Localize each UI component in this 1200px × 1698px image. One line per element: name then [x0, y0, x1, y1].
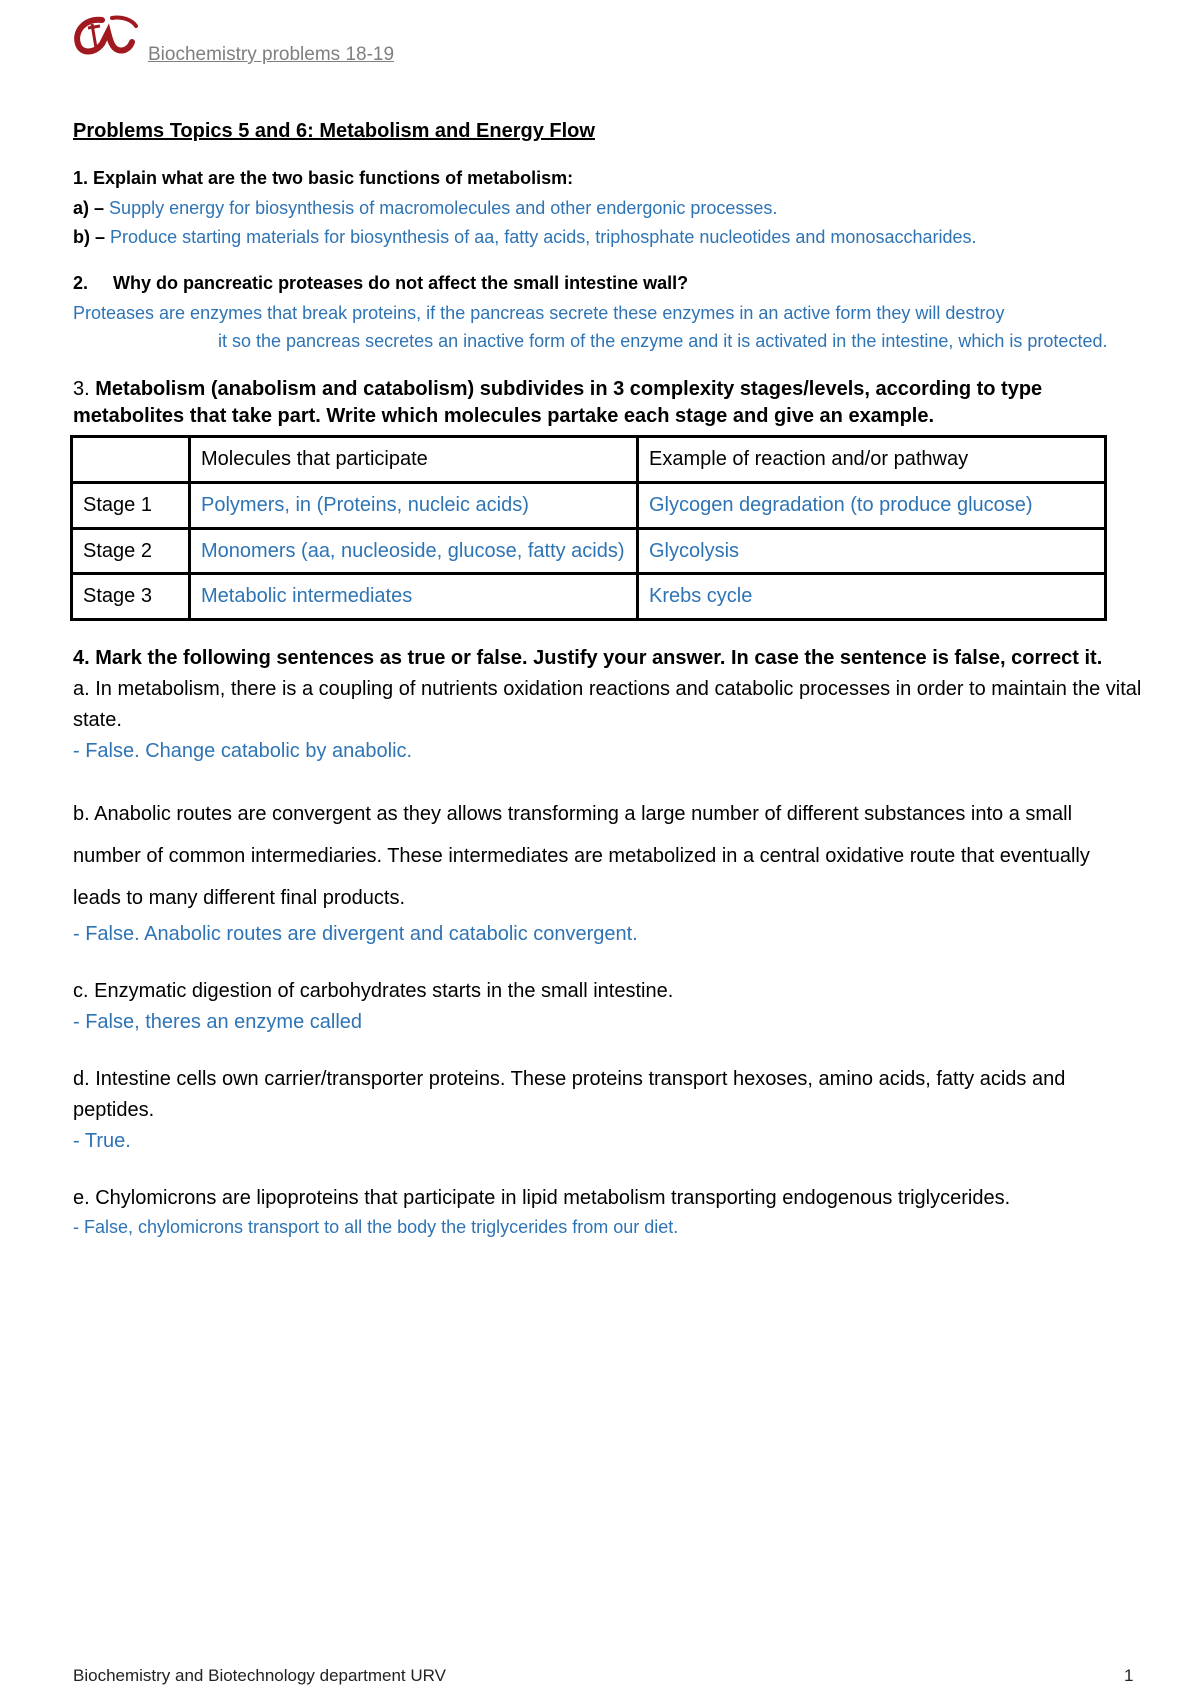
stage-label: Stage 1	[72, 483, 190, 529]
table-header-cell: Molecules that participate	[190, 437, 638, 483]
stage-example: Glycolysis	[638, 528, 1106, 574]
question-2-question: Why do pancreatic proteases do not affect the small intestine wall?	[113, 273, 689, 294]
table-header-cell	[72, 437, 190, 483]
statement-text: b. Anabolic routes are convergent as they allows transforming a large number of different substances into a small number of common intermediaries. These intermediates are metabolized in a central oxidative route that eventually leads to many different final products.	[73, 802, 1090, 909]
statement-c	[73, 976, 1143, 1038]
question-3	[73, 376, 1143, 621]
statement-answer: - True.	[73, 1129, 131, 1152]
header-title: Biochemistry problems 18-19	[148, 44, 395, 65]
statement-answer: - False. Anabolic routes are divergent and catabolic convergent.	[73, 922, 638, 945]
table-row	[72, 574, 1106, 620]
statement-answer: - False, theres an enzyme called	[73, 1010, 363, 1033]
answer-1b-text: Produce starting materials for biosynthesis of aa, fatty acids, triphosphate nucleotides and monosaccharides.	[110, 227, 977, 248]
answer-2-line1: Proteases are enzymes that break proteins, if the pancreas secrete these enzymes in an active form they will destroy	[73, 303, 1005, 324]
document-title: Problems Topics 5 and 6: Metabolism and Energy Flow	[73, 120, 595, 142]
answer-1a-label: a) –	[73, 197, 105, 218]
stages-table	[70, 435, 1107, 620]
question-3-text	[73, 376, 1143, 429]
statement-text: a. In metabolism, there is a coupling of nutrients oxidation reactions and catabolic processes in order to maintain the vital state.	[73, 677, 1142, 731]
answer-1b	[73, 226, 1143, 250]
statement-answer: - False, chylomicrons transport to all the body the triglycerides from our diet.	[73, 1216, 679, 1237]
question-3-question: Metabolism (anabolism and catabolism) subdivides in 3 complexity stages/levels, according to type metabolites that take part. Write which molecules partake each stage and give an example.	[73, 378, 1043, 427]
urv-logo-icon	[72, 14, 142, 58]
answer-2-rest: it so the pancreas secretes an inactive form of the enzyme and it is activated in the intestine, which is protected.	[218, 331, 1108, 352]
statement-answer: - False. Change catabolic by anabolic.	[73, 739, 413, 762]
question-2-number: 2.	[73, 273, 89, 294]
question-1	[73, 167, 1143, 251]
statement-text: d. Intestine cells own carrier/transporter proteins. These proteins transport hexoses, amino acids, fatty acids and peptides.	[73, 1067, 1066, 1121]
footer-department: Biochemistry and Biotechnology department URV	[73, 1666, 446, 1685]
table-row	[72, 528, 1106, 574]
page-number: 1	[1124, 1666, 1134, 1685]
table-row	[72, 483, 1106, 529]
statement-text: e. Chylomicrons are lipoproteins that participate in lipid metabolism transporting endogenous triglycerides.	[73, 1186, 1011, 1209]
stage-label: Stage 3	[72, 574, 190, 620]
answer-1a	[73, 197, 1143, 221]
answer-1b-label: b) –	[73, 227, 106, 248]
stage-label: Stage 2	[72, 528, 190, 574]
answer-1a-text: Supply energy for biosynthesis of macromolecules and other endergonic processes.	[109, 197, 778, 218]
stage-example: Krebs cycle	[638, 574, 1106, 620]
question-2	[73, 272, 1143, 354]
stage-molecules: Metabolic intermediates	[190, 574, 638, 620]
question-1-text: 1. Explain what are the two basic functions of metabolism:	[73, 167, 574, 188]
question-4-text: 4. Mark the following sentences as true or false. Justify your answer. In case the sentence is false, correct it.	[73, 646, 1103, 669]
statement-e	[73, 1183, 1143, 1242]
question-3-number: 3.	[73, 378, 90, 401]
stage-example: Glycogen degradation (to produce glucose)	[638, 483, 1106, 529]
document-body	[73, 118, 1143, 1242]
statement-text: c. Enzymatic digestion of carbohydrates starts in the small intestine.	[73, 979, 674, 1002]
table-header-cell: Example of reaction and/or pathway	[638, 437, 1106, 483]
statement-d	[73, 1064, 1143, 1157]
question-4	[73, 643, 1143, 1242]
stage-molecules: Polymers, in (Proteins, nucleic acids)	[190, 483, 638, 529]
stage-molecules: Monomers (aa, nucleoside, glucose, fatty acids)	[190, 528, 638, 574]
statement-b	[73, 793, 1143, 950]
statement-a	[73, 674, 1143, 767]
question-2-text	[73, 272, 1143, 296]
table-header-row	[72, 437, 1106, 483]
